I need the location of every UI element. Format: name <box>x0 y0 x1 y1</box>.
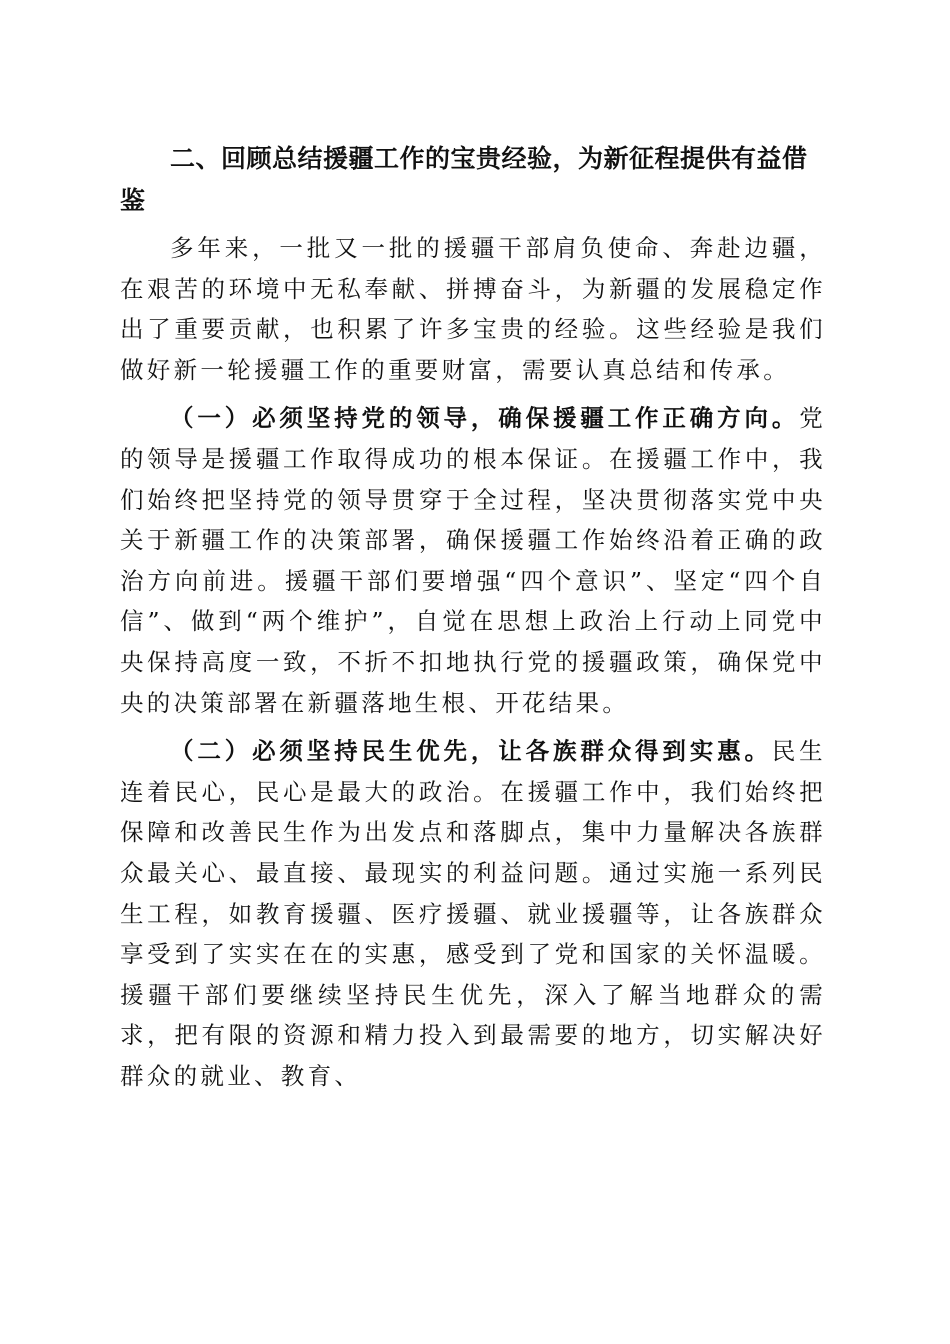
section-2-lead: （二）必须坚持民生优先，让各族群众得到实惠。 <box>170 737 772 766</box>
section-1-paragraph <box>120 398 826 723</box>
document-body <box>120 138 826 1104</box>
section-2-paragraph <box>120 731 826 1096</box>
section-heading: 二、回顾总结援疆工作的宝贵经验，为新征程提供有益借鉴 <box>120 144 808 215</box>
intro-paragraph: 多年来，一批又一批的援疆干部肩负使命、奔赴边疆，在艰苦的环境中无私奉献、拼搏奋斗，为新疆的发展稳定作出了重要贡献，也积累了许多宝贵的经验。这些经验是我们做好新一轮援疆工作的重要财富，需要认真总结和传承。 <box>120 234 826 384</box>
section-2-body: 民生连着民心，民心是最大的政治。在援疆工作中，我们始终把保障和改善民生作为出发点和落脚点，集中力量解决各族群众最关心、最直接、最现实的利益问题。通过实施一系列民生工程，如教育援疆、医疗援疆、就业援疆等，让各族群众享受到了实实在在的实惠，感受到了党和国家的关怀温暖。援疆干部们要继续坚持民生优先，深入了解当地群众的需求，把有限的资源和精力投入到最需要的地方，切实解决好群众的就业、教育、 <box>120 737 826 1090</box>
section-1-lead: （一）必须坚持党的领导，确保援疆工作正确方向。 <box>170 404 800 433</box>
section-1-body: 党的领导是援疆工作取得成功的根本保证。在援疆工作中，我们始终把坚持党的领导贯穿于全过程，坚决贯彻落实党中央关于新疆工作的决策部署，确保援疆工作始终沿着正确的政治方向前进。援疆干部们要增强“四个意识”、坚定“四个自信”、做到“两个维护”，自觉在思想上政治上行动上同党中央保持高度一致，不折不扣地执行党的援疆政策，确保党中央的决策部署在新疆落地生根、开花结果。 <box>120 404 826 717</box>
